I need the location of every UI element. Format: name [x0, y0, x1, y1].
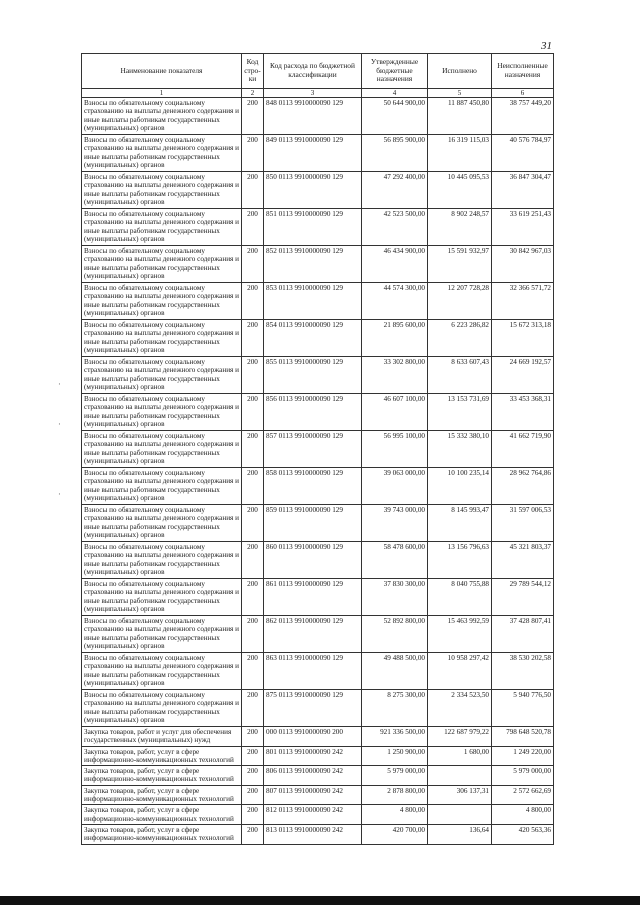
expense-code-cell: 855 0113 9910000090 129 — [264, 357, 362, 394]
scan-margin-mark: · — [58, 420, 61, 430]
approved-amount-cell: 56 995 100,00 — [362, 431, 428, 468]
executed-amount-cell: 15 591 932,97 — [428, 246, 492, 283]
approved-amount-cell: 8 275 300,00 — [362, 690, 428, 727]
indicator-name-cell: Взносы по обязательному социальному страхованию на выплаты денежного содержания и иные выплаты работникам государственных (муниципальных) органов — [82, 505, 242, 542]
executed-amount-cell: 8 040 755,88 — [428, 579, 492, 616]
scan-margin-mark: · — [58, 490, 61, 500]
unexecuted-amount-cell: 798 648 520,78 — [492, 727, 554, 747]
expense-code-cell: 807 0113 9910000090 242 — [264, 785, 362, 805]
executed-amount-cell — [428, 766, 492, 786]
table-row — [82, 98, 554, 135]
table-row — [82, 805, 554, 825]
line-code-cell: 200 — [242, 579, 264, 616]
line-code-cell: 200 — [242, 653, 264, 690]
executed-amount-cell: 16 319 115,03 — [428, 135, 492, 172]
executed-amount-cell: 10 445 095,53 — [428, 172, 492, 209]
indicator-name-cell: Взносы по обязательному социальному страхованию на выплаты денежного содержания и иные выплаты работникам государственных (муниципальных) органов — [82, 431, 242, 468]
column-number: 2 — [242, 89, 264, 98]
line-code-cell: 200 — [242, 824, 264, 844]
line-code-cell: 200 — [242, 431, 264, 468]
indicator-name-cell: Взносы по обязательному социальному страхованию на выплаты денежного содержания и иные выплаты работникам государственных (муниципальных) органов — [82, 542, 242, 579]
executed-amount-cell: 11 887 450,80 — [428, 98, 492, 135]
line-code-cell: 200 — [242, 746, 264, 766]
approved-amount-cell: 44 574 300,00 — [362, 283, 428, 320]
table-row — [82, 616, 554, 653]
header-expense-code: Код расхода по бюджетной классификации — [264, 54, 362, 89]
expense-code-cell: 875 0113 9910000090 129 — [264, 690, 362, 727]
executed-amount-cell: 8 145 993,47 — [428, 505, 492, 542]
table-row — [82, 824, 554, 844]
line-code-cell: 200 — [242, 468, 264, 505]
table-row — [82, 394, 554, 431]
line-code-cell: 200 — [242, 505, 264, 542]
unexecuted-amount-cell: 38 757 449,20 — [492, 98, 554, 135]
approved-amount-cell: 49 488 500,00 — [362, 653, 428, 690]
executed-amount-cell: 13 153 731,69 — [428, 394, 492, 431]
approved-amount-cell: 37 830 300,00 — [362, 579, 428, 616]
line-code-cell: 200 — [242, 320, 264, 357]
unexecuted-amount-cell: 24 669 192,57 — [492, 357, 554, 394]
indicator-name-cell: Взносы по обязательному социальному страхованию на выплаты денежного содержания и иные выплаты работникам государственных (муниципальных) органов — [82, 98, 242, 135]
executed-amount-cell: 306 137,31 — [428, 785, 492, 805]
unexecuted-amount-cell: 45 321 803,37 — [492, 542, 554, 579]
line-code-cell: 200 — [242, 283, 264, 320]
line-code-cell: 200 — [242, 394, 264, 431]
approved-amount-cell: 39 063 000,00 — [362, 468, 428, 505]
expense-code-cell: 857 0113 9910000090 129 — [264, 431, 362, 468]
unexecuted-amount-cell: 37 428 807,41 — [492, 616, 554, 653]
approved-amount-cell: 921 336 500,00 — [362, 727, 428, 747]
table-row — [82, 172, 554, 209]
table-row — [82, 246, 554, 283]
unexecuted-amount-cell: 4 800,00 — [492, 805, 554, 825]
approved-amount-cell: 33 302 800,00 — [362, 357, 428, 394]
executed-amount-cell: 136,64 — [428, 824, 492, 844]
line-code-cell: 200 — [242, 542, 264, 579]
expense-code-cell: 850 0113 9910000090 129 — [264, 172, 362, 209]
expense-code-cell: 856 0113 9910000090 129 — [264, 394, 362, 431]
line-code-cell: 200 — [242, 357, 264, 394]
indicator-name-cell: Взносы по обязательному социальному страхованию на выплаты денежного содержания и иные выплаты работникам государственных (муниципальных) органов — [82, 320, 242, 357]
unexecuted-amount-cell: 38 530 202,58 — [492, 653, 554, 690]
table-row — [82, 431, 554, 468]
expense-code-cell: 861 0113 9910000090 129 — [264, 579, 362, 616]
table-body — [82, 89, 554, 845]
unexecuted-amount-cell: 32 366 571,72 — [492, 283, 554, 320]
executed-amount-cell: 122 687 979,22 — [428, 727, 492, 747]
column-number: 4 — [362, 89, 428, 98]
line-code-cell: 200 — [242, 246, 264, 283]
executed-amount-cell: 12 207 728,28 — [428, 283, 492, 320]
executed-amount-cell: 13 156 796,63 — [428, 542, 492, 579]
page-number: 31 — [541, 40, 552, 52]
unexecuted-amount-cell: 29 789 544,12 — [492, 579, 554, 616]
column-number: 6 — [492, 89, 554, 98]
table-row — [82, 785, 554, 805]
expense-code-cell: 854 0113 9910000090 129 — [264, 320, 362, 357]
approved-amount-cell: 52 892 800,00 — [362, 616, 428, 653]
unexecuted-amount-cell: 1 249 220,00 — [492, 746, 554, 766]
unexecuted-amount-cell: 31 597 006,53 — [492, 505, 554, 542]
executed-amount-cell — [428, 805, 492, 825]
approved-amount-cell: 46 434 900,00 — [362, 246, 428, 283]
unexecuted-amount-cell: 33 619 251,43 — [492, 209, 554, 246]
expense-code-cell: 813 0113 9910000090 242 — [264, 824, 362, 844]
indicator-name-cell: Взносы по обязательному социальному страхованию на выплаты денежного содержания и иные выплаты работникам государственных (муниципальных) органов — [82, 357, 242, 394]
approved-amount-cell: 4 800,00 — [362, 805, 428, 825]
executed-amount-cell: 8 633 607,43 — [428, 357, 492, 394]
line-code-cell: 200 — [242, 785, 264, 805]
indicator-name-cell: Взносы по обязательному социальному страхованию на выплаты денежного содержания и иные выплаты работникам государственных (муниципальных) органов — [82, 172, 242, 209]
table-row — [82, 320, 554, 357]
approved-amount-cell: 420 700,00 — [362, 824, 428, 844]
approved-amount-cell: 46 607 100,00 — [362, 394, 428, 431]
unexecuted-amount-cell: 33 453 368,31 — [492, 394, 554, 431]
budget-execution-table — [81, 53, 554, 845]
executed-amount-cell: 10 100 235,14 — [428, 468, 492, 505]
expense-code-cell: 859 0113 9910000090 129 — [264, 505, 362, 542]
indicator-name-cell: Взносы по обязательному социальному страхованию на выплаты денежного содержания и иные выплаты работникам государственных (муниципальных) органов — [82, 394, 242, 431]
executed-amount-cell: 6 223 286,82 — [428, 320, 492, 357]
executed-amount-cell: 2 334 523,50 — [428, 690, 492, 727]
column-number: 5 — [428, 89, 492, 98]
expense-code-cell: 849 0113 9910000090 129 — [264, 135, 362, 172]
indicator-name-cell: Взносы по обязательному социальному страхованию на выплаты денежного содержания и иные выплаты работникам государственных (муниципальных) органов — [82, 690, 242, 727]
approved-amount-cell: 42 523 500,00 — [362, 209, 428, 246]
table-row — [82, 690, 554, 727]
indicator-name-cell: Закупка товаров, работ, услуг в сфере информационно-коммуникационных технологий — [82, 805, 242, 825]
expense-code-cell: 863 0113 9910000090 129 — [264, 653, 362, 690]
expense-code-cell: 848 0113 9910000090 129 — [264, 98, 362, 135]
header-executed: Исполнено — [428, 54, 492, 89]
unexecuted-amount-cell: 41 662 719,90 — [492, 431, 554, 468]
indicator-name-cell: Взносы по обязательному социальному страхованию на выплаты денежного содержания и иные выплаты работникам государственных (муниципальных) органов — [82, 579, 242, 616]
executed-amount-cell: 10 958 297,42 — [428, 653, 492, 690]
approved-amount-cell: 56 895 900,00 — [362, 135, 428, 172]
table-row — [82, 283, 554, 320]
unexecuted-amount-cell: 30 842 967,03 — [492, 246, 554, 283]
indicator-name-cell: Закупка товаров, работ, услуг в сфере информационно-коммуникационных технологий — [82, 785, 242, 805]
expense-code-cell: 862 0113 9910000090 129 — [264, 616, 362, 653]
unexecuted-amount-cell: 5 979 000,00 — [492, 766, 554, 786]
line-code-cell: 200 — [242, 766, 264, 786]
unexecuted-amount-cell: 15 672 313,18 — [492, 320, 554, 357]
line-code-cell: 200 — [242, 727, 264, 747]
line-code-cell: 200 — [242, 135, 264, 172]
indicator-name-cell: Взносы по обязательному социальному страхованию на выплаты денежного содержания и иные выплаты работникам государственных (муниципальных) органов — [82, 246, 242, 283]
approved-amount-cell: 21 895 600,00 — [362, 320, 428, 357]
expense-code-cell: 812 0113 9910000090 242 — [264, 805, 362, 825]
header-indicator-name: Наименование показателя — [82, 54, 242, 89]
expense-code-cell: 806 0113 9910000090 242 — [264, 766, 362, 786]
expense-code-cell: 853 0113 9910000090 129 — [264, 283, 362, 320]
approved-amount-cell: 47 292 400,00 — [362, 172, 428, 209]
unexecuted-amount-cell: 5 940 776,50 — [492, 690, 554, 727]
approved-amount-cell: 1 250 900,00 — [362, 746, 428, 766]
indicator-name-cell: Закупка товаров, работ, услуг в сфере информационно-коммуникационных технологий — [82, 824, 242, 844]
table-row — [82, 505, 554, 542]
table-row — [82, 468, 554, 505]
executed-amount-cell: 1 680,00 — [428, 746, 492, 766]
expense-code-cell: 851 0113 9910000090 129 — [264, 209, 362, 246]
indicator-name-cell: Взносы по обязательному социальному страхованию на выплаты денежного содержания и иные выплаты работникам государственных (муниципальных) органов — [82, 616, 242, 653]
header-line-code: Код стро-ки — [242, 54, 264, 89]
approved-amount-cell: 39 743 000,00 — [362, 505, 428, 542]
expense-code-cell: 860 0113 9910000090 129 — [264, 542, 362, 579]
column-number: 3 — [264, 89, 362, 98]
indicator-name-cell: Закупка товаров, работ, услуг в сфере информационно-коммуникационных технологий — [82, 766, 242, 786]
unexecuted-amount-cell: 36 847 304,47 — [492, 172, 554, 209]
approved-amount-cell: 58 478 600,00 — [362, 542, 428, 579]
indicator-name-cell: Взносы по обязательному социальному страхованию на выплаты денежного содержания и иные выплаты работникам государственных (муниципальных) органов — [82, 653, 242, 690]
header-approved: Утвержденные бюджетные назначения — [362, 54, 428, 89]
table-row — [82, 746, 554, 766]
expense-code-cell: 801 0113 9910000090 242 — [264, 746, 362, 766]
table-row — [82, 727, 554, 747]
table-header — [82, 54, 554, 89]
table-row — [82, 357, 554, 394]
executed-amount-cell: 8 902 248,57 — [428, 209, 492, 246]
indicator-name-cell: Взносы по обязательному социальному страхованию на выплаты денежного содержания и иные выплаты работникам государственных (муниципальных) органов — [82, 135, 242, 172]
indicator-name-cell: Закупка товаров, работ, услуг в сфере информационно-коммуникационных технологий — [82, 746, 242, 766]
table-row — [82, 135, 554, 172]
executed-amount-cell: 15 332 380,10 — [428, 431, 492, 468]
unexecuted-amount-cell: 2 572 662,69 — [492, 785, 554, 805]
line-code-cell: 200 — [242, 805, 264, 825]
approved-amount-cell: 2 878 800,00 — [362, 785, 428, 805]
expense-code-cell: 852 0113 9910000090 129 — [264, 246, 362, 283]
unexecuted-amount-cell: 28 962 764,86 — [492, 468, 554, 505]
scan-bottom-edge — [0, 896, 640, 905]
approved-amount-cell: 50 644 900,00 — [362, 98, 428, 135]
line-code-cell: 200 — [242, 98, 264, 135]
table-row — [82, 579, 554, 616]
executed-amount-cell: 15 463 992,59 — [428, 616, 492, 653]
indicator-name-cell: Взносы по обязательному социальному страхованию на выплаты денежного содержания и иные выплаты работникам государственных (муниципальных) органов — [82, 209, 242, 246]
table-row — [82, 653, 554, 690]
table-row — [82, 542, 554, 579]
unexecuted-amount-cell: 420 563,36 — [492, 824, 554, 844]
approved-amount-cell: 5 979 000,00 — [362, 766, 428, 786]
line-code-cell: 200 — [242, 172, 264, 209]
expense-code-cell: 858 0113 9910000090 129 — [264, 468, 362, 505]
column-numbers-row — [82, 89, 554, 98]
line-code-cell: 200 — [242, 690, 264, 727]
column-number: 1 — [82, 89, 242, 98]
table-row — [82, 766, 554, 786]
indicator-name-cell: Взносы по обязательному социальному страхованию на выплаты денежного содержания и иные выплаты работникам государственных (муниципальных) органов — [82, 283, 242, 320]
scan-margin-mark: · — [58, 380, 61, 390]
indicator-name-cell: Закупка товаров, работ и услуг для обеспечения государственных (муниципальных) нужд — [82, 727, 242, 747]
header-unexecuted: Неисполненные назначения — [492, 54, 554, 89]
line-code-cell: 200 — [242, 616, 264, 653]
line-code-cell: 200 — [242, 209, 264, 246]
indicator-name-cell: Взносы по обязательному социальному страхованию на выплаты денежного содержания и иные выплаты работникам государственных (муниципальных) органов — [82, 468, 242, 505]
table-row — [82, 209, 554, 246]
expense-code-cell: 000 0113 9910000090 200 — [264, 727, 362, 747]
unexecuted-amount-cell: 40 576 784,97 — [492, 135, 554, 172]
